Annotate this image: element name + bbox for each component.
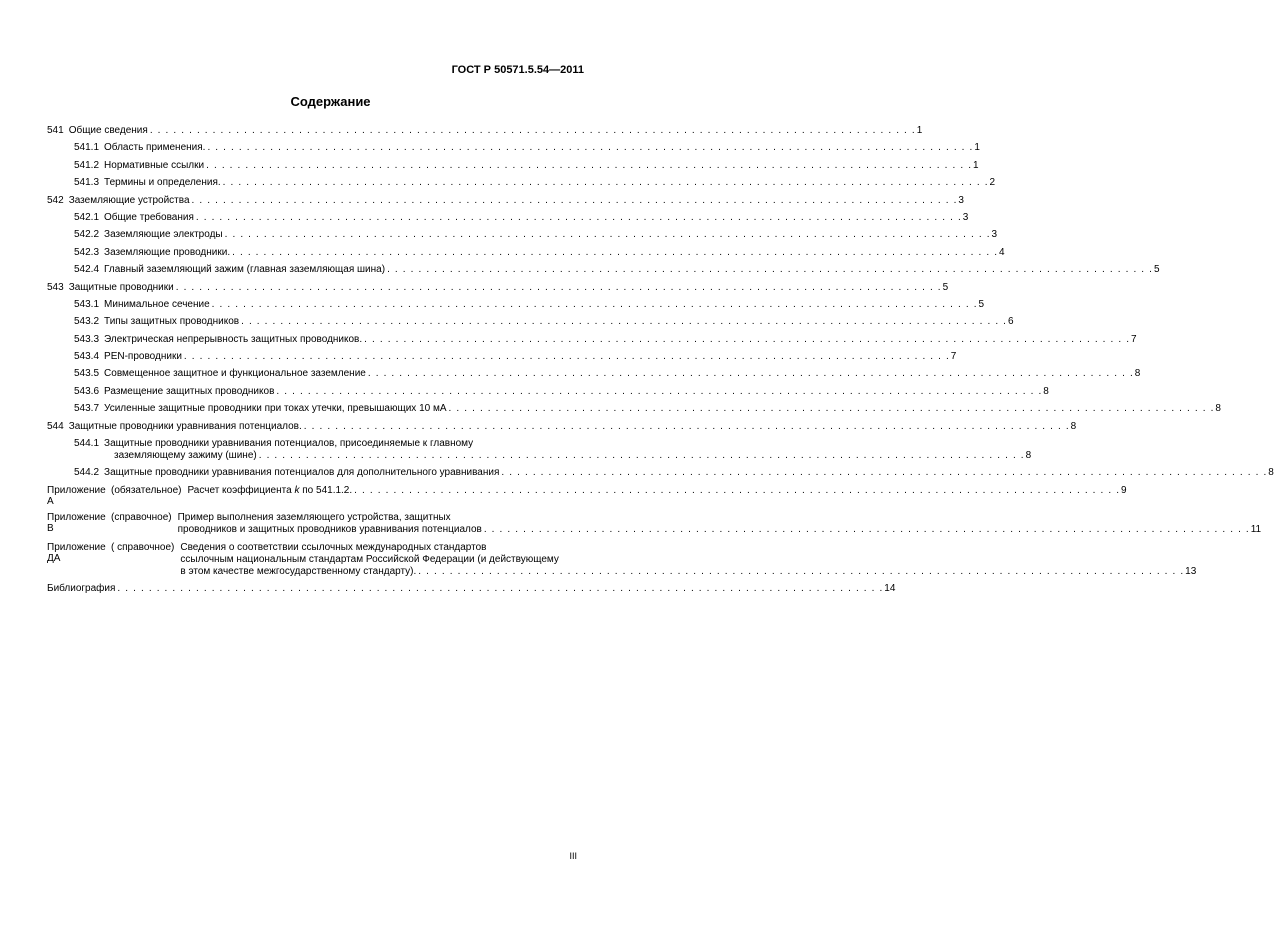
toc-number: 542.3	[74, 246, 100, 258]
toc-number: 542.2	[74, 229, 100, 241]
toc-page: 5	[978, 298, 985, 310]
toc-entry-544-2[interactable]	[47, 467, 1274, 479]
appendix-kind: ( справочное)	[111, 541, 175, 553]
toc-entry-543-1[interactable]	[47, 298, 985, 311]
toc-entry-542-1[interactable]	[47, 211, 969, 224]
toc-title-line: заземляющему зажиму (шине)	[114, 450, 257, 462]
toc-title: Типы защитных проводников	[104, 316, 240, 328]
toc-leader	[276, 386, 1041, 398]
toc-page: 2	[989, 177, 996, 189]
toc-page: 1	[916, 125, 923, 136]
toc-page: 9	[1121, 484, 1127, 496]
toc-number: 541	[47, 125, 64, 136]
toc-entry-543[interactable]	[47, 281, 949, 294]
toc-entry-541[interactable]	[47, 125, 923, 137]
toc-leader	[207, 142, 972, 154]
toc-page: 3	[991, 229, 998, 241]
toc-title: Общие сведения	[68, 125, 148, 136]
toc-number: 542.1	[74, 211, 100, 223]
toc-page: 8	[1070, 420, 1077, 432]
toc-leader	[196, 212, 961, 224]
toc-entry-542-3[interactable]	[47, 246, 1005, 259]
toc-page: 8	[1134, 368, 1141, 380]
toc-leader	[364, 334, 1129, 346]
toc-leader	[192, 195, 957, 207]
toc-number: 543.6	[74, 385, 100, 397]
toc-entry-542-2[interactable]	[47, 229, 998, 241]
appendix-label: Приложение В	[47, 512, 106, 535]
toc-appendix-b[interactable]	[47, 512, 1262, 536]
toc-title: Главный заземляющий зажим (главная заземляющая шина)	[104, 264, 386, 276]
toc-number: 541.2	[74, 159, 100, 171]
toc-page: 7	[950, 351, 957, 363]
toc-entry-544[interactable]	[47, 420, 1077, 433]
toc-page: 4	[998, 246, 1005, 258]
toc-entry-544-1[interactable]	[47, 438, 1032, 462]
toc-title: Защитные проводники	[68, 281, 174, 293]
toc-entry-543-3[interactable]	[47, 333, 1137, 346]
toc-leader	[206, 160, 971, 172]
toc-title: Общие требования	[104, 211, 194, 223]
toc-number: 541.1	[74, 142, 100, 154]
toc-title: Нормативные ссылки	[104, 159, 205, 171]
document-id: ГОСТ Р 50571.5.54—2011	[451, 64, 584, 76]
toc-title: Минимальное сечение	[104, 298, 210, 310]
toc-title: Защитные проводники уравнивания потенциалов для дополнительного уравнивания	[104, 467, 500, 479]
toc-title: Совмещенное защитное и функциональное заземление	[104, 368, 366, 380]
toc-title: Заземляющие проводники.	[104, 246, 231, 258]
toc-number: 544.1	[74, 438, 100, 450]
appendix-title-line: Пример выполнения заземляющего устройства, защитных	[177, 512, 451, 524]
page-number: III	[569, 851, 577, 861]
toc-number: 542	[47, 194, 64, 206]
toc-number: 542.4	[74, 264, 100, 276]
toc-leader	[241, 316, 1006, 328]
toc-entry-543-4[interactable]	[47, 351, 957, 363]
appendix-title-line: Сведения о соответствии ссылочных международных стандартов	[180, 541, 487, 553]
toc-page: 8	[1043, 385, 1049, 397]
toc-entry-541-2[interactable]	[47, 159, 979, 172]
page-title: Содержание	[290, 94, 371, 109]
toc-page: 5	[1153, 264, 1160, 276]
toc-entry-542[interactable]	[47, 194, 964, 207]
toc-page: 1	[972, 159, 979, 171]
toc-title: Область применения.	[104, 142, 206, 154]
toc-leader	[176, 282, 941, 294]
toc-entry-543-7[interactable]	[47, 403, 1221, 415]
toc-leader	[212, 299, 977, 311]
toc-title: Электрическая непрерывность защитных проводников.	[104, 333, 363, 345]
toc-leader	[354, 485, 1119, 497]
toc-appendix-da[interactable]	[47, 541, 1197, 578]
toc-leader	[259, 450, 1024, 462]
toc-leader	[117, 583, 882, 595]
toc-title: Защитные проводники уравнивания потенциалов.	[68, 420, 302, 432]
toc-number: 543	[47, 281, 64, 293]
toc-leader	[418, 566, 1183, 578]
toc-title: Заземляющие электроды	[104, 229, 223, 241]
toc-page: 13	[1185, 565, 1197, 577]
toc-number: 543.5	[74, 368, 100, 380]
toc-page: 6	[1007, 316, 1014, 328]
appendix-kind: (обязательное)	[111, 484, 182, 496]
appendix-kind: (справочное)	[111, 512, 172, 524]
appendix-label: Приложение А	[47, 484, 106, 507]
appendix-label: Приложение ДА	[47, 541, 106, 564]
toc-number: 544.2	[74, 467, 100, 479]
toc-number: 543.7	[74, 403, 100, 415]
toc-entry-543-6[interactable]	[47, 385, 1049, 398]
toc-bibliography[interactable]	[47, 582, 896, 595]
toc-number: 544	[47, 420, 64, 432]
appendix-title-line: проводников и защитных проводников уравнивания потенциалов	[177, 524, 482, 536]
toc-leader	[184, 351, 949, 363]
toc-number: 543.3	[74, 333, 100, 345]
toc-leader	[150, 125, 915, 137]
toc-title: Размещение защитных проводников	[104, 385, 275, 397]
toc-leader	[484, 524, 1249, 536]
toc-entry-542-4[interactable]	[47, 264, 1160, 276]
toc-number: 541.3	[74, 177, 100, 189]
toc-title: Библиография	[47, 582, 116, 594]
toc-page: 8	[1215, 403, 1221, 415]
toc-leader	[368, 368, 1133, 380]
toc-appendix-a[interactable]	[47, 484, 1127, 507]
appendix-title-line: в этом качестве межгосударственному стандарту).	[180, 565, 417, 577]
toc-leader	[304, 421, 1069, 433]
toc-page: 7	[1131, 333, 1137, 345]
table-of-contents	[47, 125, 1274, 600]
toc-page: 3	[962, 211, 969, 223]
toc-title: Термины и определения.	[104, 177, 221, 189]
toc-leader	[225, 229, 990, 241]
toc-entry-543-5[interactable]	[47, 368, 1141, 380]
toc-leader	[223, 177, 988, 189]
toc-title: PEN-проводники	[104, 351, 182, 363]
appendix-title: Расчет коэффициента k по 541.1.2.	[187, 484, 353, 496]
appendix-title-line: ссылочным национальным стандартам Российской Федерации (и действующему	[180, 553, 559, 565]
toc-entry-541-3[interactable]	[47, 177, 996, 189]
toc-page: 8	[1025, 450, 1032, 462]
toc-title: Усиленные защитные проводники при токах утечки, превышающих 10 мА	[104, 403, 447, 415]
toc-title-line: Защитные проводники уравнивания потенциалов, присоединяемые к главному	[104, 438, 474, 450]
toc-page: 8	[1268, 467, 1274, 479]
toc-page: 1	[974, 142, 980, 154]
toc-number: 543.4	[74, 351, 100, 363]
toc-leader	[232, 247, 997, 259]
toc-leader	[501, 467, 1266, 479]
toc-title: Заземляющие устройства	[68, 194, 190, 206]
toc-page: 14	[884, 582, 896, 594]
toc-leader	[387, 264, 1152, 276]
toc-number: 543.1	[74, 298, 100, 310]
toc-page: 11	[1250, 524, 1262, 536]
toc-entry-543-2[interactable]	[47, 316, 1014, 328]
toc-number: 543.2	[74, 316, 100, 328]
toc-leader	[449, 403, 1214, 415]
toc-page: 5	[942, 281, 949, 293]
toc-entry-541-1[interactable]	[47, 142, 980, 154]
toc-page: 3	[958, 194, 964, 206]
